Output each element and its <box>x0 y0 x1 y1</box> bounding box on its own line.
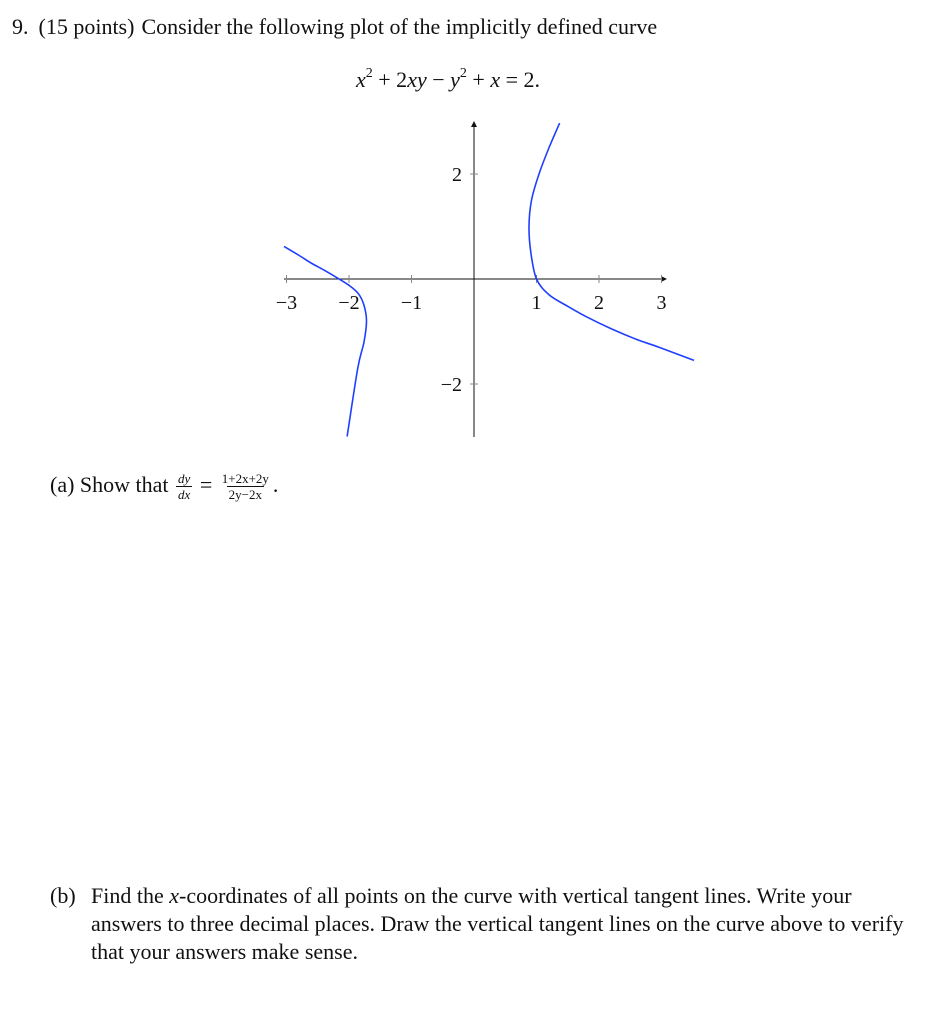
question-prompt: Consider the following plot of the implicitly defined curve <box>141 14 658 39</box>
part-b-label: (b) <box>50 883 76 908</box>
derivative-numerator: 1+2x+2y <box>221 471 269 486</box>
derivative-denominator: 2y−2x <box>228 487 262 502</box>
part-b-var: x <box>169 883 179 908</box>
eq-var-xy: xy <box>407 67 427 92</box>
eq-var-x2: x <box>490 67 501 92</box>
part-b-text <box>91 882 910 966</box>
part-b-text-start: Find the <box>91 883 170 908</box>
x-tick-label: −2 <box>338 292 360 314</box>
part-b-text-end: -coordinates of all points on the curve with vertical tangent lines. Write your answers to three decimal places. Draw the vertical tangent lines on the curve above to verify that your answers make sense. <box>91 883 904 964</box>
eq-var-y: y <box>450 67 460 92</box>
curve-branch-right <box>529 123 694 360</box>
dy-numerator: dy <box>178 471 191 486</box>
x-tick-label: 3 <box>656 292 667 314</box>
part-a-label: (a) Show that <box>50 472 169 498</box>
dy-dx-fraction <box>176 472 192 502</box>
x-tick-label: 1 <box>531 292 542 314</box>
question-number: 9. <box>12 14 29 39</box>
x-tick-label: −3 <box>275 292 298 314</box>
eq-mid: + 2 <box>372 67 408 92</box>
part-a <box>50 472 278 502</box>
eq-plus: + <box>466 67 491 92</box>
equals-sign: = <box>199 472 213 498</box>
eq-minus: − <box>426 67 451 92</box>
dx-denominator: dx <box>178 487 191 502</box>
part-a-period: . <box>272 472 279 498</box>
part-b <box>50 882 910 966</box>
y-tick-label: −2 <box>440 374 462 396</box>
y-tick-label: 2 <box>452 164 462 186</box>
derivative-fraction <box>220 472 271 502</box>
x-tick-label: −1 <box>400 292 423 314</box>
eq-exp-2: 2 <box>459 66 467 81</box>
curve-branch-left <box>284 246 367 436</box>
x-tick-label: 2 <box>594 292 604 314</box>
eq-rhs: = 2. <box>500 67 541 92</box>
question-points: (15 points) <box>38 14 135 39</box>
eq-var-x: x <box>356 67 366 92</box>
eq-exp-1: 2 <box>365 66 373 81</box>
